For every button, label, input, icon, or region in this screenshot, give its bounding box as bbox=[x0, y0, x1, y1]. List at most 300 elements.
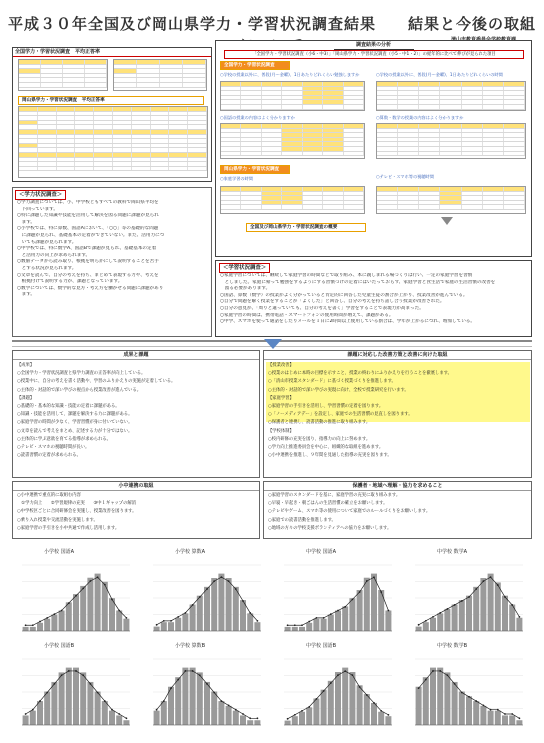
trend-point bbox=[54, 613, 56, 615]
academic-findings-text bbox=[17, 200, 209, 335]
community-line: ○テレビやゲーム、スマホ等の使用について家庭でのルールづくりをお願いします。 bbox=[268, 509, 431, 515]
bar bbox=[495, 711, 501, 725]
results-line: ○主体的・対話的で深い学びの視点から授業改善が進んでいる。 bbox=[17, 387, 142, 393]
bar bbox=[285, 721, 291, 725]
trend-point bbox=[32, 709, 34, 711]
status-line: ○家庭学習については、継続して家庭学習の時間などで取り組み、本に親しまれる場づくりは行い、一定の家庭学習を習慣 bbox=[220, 273, 473, 278]
community-line: ○家庭での読書活動を推進します。 bbox=[268, 517, 336, 523]
coop-title: 小中連携の取組 bbox=[13, 482, 259, 491]
bar bbox=[44, 619, 50, 631]
results-line: ○テレビ・スマホの視聴時間が長い。 bbox=[17, 445, 90, 451]
bar bbox=[233, 587, 239, 631]
trend-point bbox=[97, 692, 99, 694]
bar bbox=[473, 587, 479, 631]
bar bbox=[254, 622, 260, 631]
bar bbox=[313, 699, 319, 725]
chart-title: 中学校 国語B bbox=[306, 643, 337, 649]
bar bbox=[161, 701, 167, 725]
trend-point bbox=[468, 696, 470, 698]
trend-point bbox=[366, 694, 368, 696]
chart-title: 小学校 算数B bbox=[175, 643, 206, 649]
bar bbox=[102, 701, 108, 725]
trend-point bbox=[213, 692, 215, 694]
bar bbox=[37, 623, 43, 631]
bar bbox=[154, 711, 160, 725]
results-line: ○基礎的・基本的な知識・技能の定着に課題がある。 bbox=[17, 404, 120, 410]
improvement-line: 【家庭学習】 bbox=[268, 395, 294, 401]
results-line: 【課題】 bbox=[17, 395, 35, 401]
bar bbox=[23, 627, 29, 631]
trend-point bbox=[461, 692, 463, 694]
elem-middle-coop-panel bbox=[12, 481, 260, 539]
bar bbox=[423, 622, 429, 631]
bar bbox=[452, 682, 458, 725]
trend-point bbox=[454, 683, 456, 685]
bar bbox=[342, 606, 348, 631]
bar bbox=[357, 685, 363, 725]
chart-title: 中学校 国語A bbox=[306, 549, 337, 555]
trend-point bbox=[439, 612, 441, 614]
community-panel bbox=[263, 481, 532, 539]
bar bbox=[197, 672, 203, 725]
national-label: 全国学力・学習状況調査 bbox=[220, 61, 290, 70]
bar bbox=[321, 690, 327, 725]
trend-point bbox=[46, 617, 48, 619]
bar bbox=[430, 668, 436, 725]
improvement-text bbox=[268, 362, 528, 477]
status-line: ○国語、算数（数学）の授業がよく分かっていると肯定的に回答した児童生徒の割合が上がり、授業改善が進んでいる。 bbox=[220, 292, 468, 298]
bar bbox=[190, 668, 196, 725]
community-text bbox=[268, 492, 530, 538]
trend-point bbox=[249, 612, 251, 614]
histogram-chart bbox=[14, 557, 138, 639]
bar bbox=[480, 706, 486, 725]
bar bbox=[175, 677, 181, 725]
trend-point bbox=[235, 709, 237, 711]
finding-line: 下回っています。 bbox=[17, 206, 58, 212]
trend-point bbox=[301, 624, 303, 626]
bar bbox=[502, 715, 508, 725]
bar bbox=[30, 711, 36, 725]
bar bbox=[357, 590, 363, 631]
bar bbox=[306, 623, 312, 631]
bar bbox=[182, 613, 188, 631]
bar bbox=[240, 715, 246, 725]
improvement-panel bbox=[263, 350, 532, 478]
results-issues-title: 成果と課題 bbox=[13, 351, 259, 360]
national-elem-table bbox=[18, 59, 108, 91]
bar bbox=[495, 582, 501, 631]
trend-point bbox=[25, 624, 27, 626]
trend-point bbox=[126, 617, 128, 619]
trend-point bbox=[32, 624, 34, 626]
results-line: ○家庭学習の時間が少なく、学習習慣が身に付いていない。 bbox=[17, 420, 133, 426]
academic-findings-heading: ＜学力状況調査＞ bbox=[15, 190, 66, 200]
bar bbox=[385, 716, 391, 725]
bar bbox=[416, 627, 422, 631]
bar bbox=[385, 611, 391, 631]
results-line: ○知識・技能を活用して、課題を解決する力に課題がある。 bbox=[17, 412, 133, 418]
bar bbox=[459, 692, 465, 725]
bar bbox=[154, 627, 160, 631]
trend-point bbox=[185, 612, 187, 614]
bar bbox=[328, 681, 334, 725]
score-tables-title: 全国学力・学習状況調査 平均正答率 bbox=[13, 48, 211, 57]
coop-text bbox=[17, 492, 257, 538]
trend-point bbox=[337, 610, 339, 612]
trend-point bbox=[497, 709, 499, 711]
trend-point bbox=[308, 706, 310, 708]
chart-title: 小学校 国語A bbox=[44, 549, 75, 555]
bar bbox=[516, 720, 522, 725]
bar bbox=[226, 578, 232, 631]
bar bbox=[473, 701, 479, 725]
bar bbox=[59, 672, 65, 725]
status-line: 図る必要があります。 bbox=[220, 286, 271, 292]
histogram-chart bbox=[145, 557, 269, 639]
results-line: ○主体的に学ぶ意欲を育てる指導が求められる。 bbox=[17, 436, 111, 442]
histogram-chart bbox=[145, 651, 269, 733]
chart-title: 中学校 数学A bbox=[437, 549, 468, 555]
bar bbox=[51, 615, 57, 631]
trend-point bbox=[257, 717, 259, 719]
trend-point bbox=[163, 700, 165, 702]
trend-point bbox=[206, 588, 208, 590]
pref-note-left: ○家庭学習の時間 bbox=[220, 176, 253, 181]
chart-title: 小学校 国語B bbox=[44, 643, 75, 649]
trend-point bbox=[461, 600, 463, 602]
trend-point bbox=[177, 616, 179, 618]
trend-point bbox=[316, 617, 318, 619]
trend-point bbox=[199, 596, 201, 598]
trend-point bbox=[257, 620, 259, 622]
bar bbox=[175, 618, 181, 631]
trend-point bbox=[126, 717, 128, 719]
trend-point bbox=[242, 713, 244, 715]
trend-point bbox=[287, 718, 289, 720]
results-line: ○全国学力・学習状況調査と県学力調査の正答率が向上している。 bbox=[17, 371, 146, 377]
bar bbox=[116, 611, 122, 631]
finding-line: ○学力調査については、小、中学校ともすべての教科で岡山県平均を bbox=[17, 200, 159, 205]
trend-point bbox=[111, 709, 113, 711]
learning-status-heading: ＜学習状況調査＞ bbox=[219, 263, 270, 273]
bar bbox=[254, 720, 260, 725]
bar bbox=[95, 574, 101, 631]
coop-line: ○家庭学習の手引きを小中共通で作成し活用します。 bbox=[17, 525, 120, 531]
bar bbox=[66, 602, 72, 631]
learning-status-text bbox=[220, 273, 529, 336]
improvement-line: 【学校体制】 bbox=[268, 428, 294, 434]
results-issues-panel bbox=[12, 350, 260, 478]
bar bbox=[364, 578, 370, 631]
bar bbox=[51, 682, 57, 725]
histogram-chart bbox=[276, 557, 400, 639]
trend-point bbox=[90, 683, 92, 685]
trend-point bbox=[425, 620, 427, 622]
bar bbox=[247, 613, 253, 631]
trend-point bbox=[163, 620, 165, 622]
bar bbox=[321, 619, 327, 631]
trend-point bbox=[490, 709, 492, 711]
national-left-table bbox=[220, 81, 365, 111]
bar bbox=[66, 668, 72, 725]
improvement-line: 【授業改善】 bbox=[268, 363, 294, 368]
finding-line: ○中学校では、特に数学A、国語Bで課題が見られ、基礎基本の定着 bbox=[17, 246, 157, 252]
trend-point bbox=[221, 576, 223, 578]
bar bbox=[444, 609, 450, 631]
trend-point bbox=[432, 616, 434, 618]
trend-point bbox=[519, 616, 521, 618]
trend-point bbox=[228, 580, 230, 582]
national-note-right2: ○算数・数学の授業の内容はよく分かりますか bbox=[376, 115, 464, 120]
status-line: ○自分で問題を解く授業をすることが「よくした」と回答し、自分の考えを持ち話し合う授業が改善された。 bbox=[220, 299, 445, 305]
score-tables-panel bbox=[12, 47, 212, 182]
results-line: ○文章を読んで考えをまとめ、記述する力が十分ではない。 bbox=[17, 428, 133, 434]
bar bbox=[44, 692, 50, 725]
trend-point bbox=[308, 621, 310, 623]
finding-line: に課題が見られ、基礎基本の定着ができていない。また、活用力につ bbox=[17, 232, 165, 238]
national-right-table2 bbox=[376, 123, 526, 159]
trend-point bbox=[170, 687, 172, 689]
learning-status-panel bbox=[215, 260, 532, 337]
bar bbox=[502, 596, 508, 631]
trend-point bbox=[301, 710, 303, 712]
trend-point bbox=[439, 670, 441, 672]
trend-point bbox=[46, 692, 48, 694]
trend-point bbox=[344, 670, 346, 672]
bar bbox=[204, 682, 210, 725]
trend-point bbox=[118, 610, 120, 612]
status-line: ○家庭学習の時間は、携帯電話・スマートフォンの使用時間が増えて、課題がある。 bbox=[220, 312, 394, 318]
community-line: ○地域の方々の学校支援ボランティアへの協力をお願いします。 bbox=[268, 525, 392, 531]
trend-point bbox=[468, 596, 470, 598]
national-note-left: ○学校の授業以外に、普段(月～金曜)、1日あたりどれくらい勉強しますか bbox=[220, 72, 360, 77]
trend-point bbox=[75, 595, 77, 597]
improvement-line: ○家庭学習の手引きを活用し、学習習慣の定着を図ります。 bbox=[268, 404, 384, 410]
bar bbox=[59, 611, 65, 631]
improvement-line: ○学力向上推進委員会を中心に、組織的な取組を進めます。 bbox=[268, 445, 384, 451]
trend-point bbox=[373, 576, 375, 578]
bar bbox=[197, 596, 203, 631]
trend-point bbox=[68, 602, 70, 604]
bar bbox=[306, 707, 312, 725]
coop-line: ○中学校区ごとに合同研修会を実施し、授業改善を図ります。 bbox=[17, 509, 137, 515]
bar bbox=[182, 668, 188, 725]
pref-label: 岡山県学力・学習状況調査 bbox=[220, 165, 290, 174]
trend-point bbox=[447, 674, 449, 676]
bar bbox=[452, 605, 458, 631]
trend-point bbox=[447, 608, 449, 610]
bar bbox=[349, 672, 355, 725]
bar bbox=[73, 668, 79, 725]
bar bbox=[73, 594, 79, 631]
trend-point bbox=[330, 682, 332, 684]
trend-point bbox=[418, 624, 420, 626]
trend-point bbox=[25, 713, 27, 715]
trend-point bbox=[228, 704, 230, 706]
bar bbox=[218, 574, 224, 631]
status-line: ○中学、スマホを使って通話をしたりメールを１日に2時間以上使用している割合は、学年が上がるにつれ、増加している。 bbox=[220, 319, 475, 325]
improvement-line: ○小中連携を推進し、９年間を見通した指導の充実を図ります。 bbox=[268, 453, 392, 459]
trend-point bbox=[425, 679, 427, 681]
coop-line: ○乗り入れ授業や交流活動を実施します。 bbox=[17, 517, 98, 523]
bar bbox=[233, 711, 239, 725]
bar bbox=[328, 615, 334, 631]
trend-point bbox=[39, 700, 41, 702]
bar bbox=[378, 590, 384, 631]
trend-point bbox=[287, 624, 289, 626]
bar bbox=[123, 720, 129, 725]
trend-point bbox=[206, 683, 208, 685]
bar bbox=[80, 586, 86, 631]
trend-point bbox=[294, 714, 296, 716]
trend-point bbox=[249, 717, 251, 719]
finding-line: いても課題が見られます。 bbox=[17, 239, 77, 245]
trend-point bbox=[61, 674, 63, 676]
bar bbox=[95, 692, 101, 725]
bar bbox=[342, 668, 348, 725]
national-left-table2 bbox=[220, 123, 365, 159]
finding-line: ○文章を読んで、自分の考えを持ち、まとめて表現する力や、考えを bbox=[17, 272, 159, 278]
bar bbox=[190, 605, 196, 631]
bar bbox=[87, 682, 93, 725]
academic-findings-panel bbox=[12, 187, 212, 337]
bar bbox=[109, 711, 115, 725]
trend-point bbox=[497, 584, 499, 586]
community-line: ○家庭学習のスタンダードを基に、家庭学習の充実に取り組みます。 bbox=[268, 493, 401, 498]
trend-point bbox=[483, 580, 485, 582]
trend-point bbox=[61, 610, 63, 612]
bar bbox=[87, 578, 93, 631]
status-line: ○自分の意見が、「周りと違っていても、自分の考えを書く」学習をすることで表現力が高まった。 bbox=[220, 305, 424, 311]
trend-point bbox=[294, 624, 296, 626]
bar bbox=[459, 600, 465, 631]
bar bbox=[335, 672, 341, 725]
bar bbox=[437, 613, 443, 631]
trend-point bbox=[359, 591, 361, 593]
trend-point bbox=[323, 617, 325, 619]
improvement-line: ○授業のはじめに本時の目標を示すこと、授業の終わりにふりかえりを行うことを徹底します。 bbox=[268, 371, 452, 377]
trend-point bbox=[242, 600, 244, 602]
national-note-right: ○学校の授業以外に、普段(月～金曜)、1日あたりどれくらいの時間 bbox=[376, 72, 503, 77]
trend-point bbox=[39, 621, 41, 623]
histogram-chart bbox=[407, 557, 531, 639]
trend-point bbox=[344, 606, 346, 608]
trend-point bbox=[177, 679, 179, 681]
overview-label: 全国及び岡山県学力・学習状況調査の概要 bbox=[246, 223, 366, 232]
trend-point bbox=[68, 670, 70, 672]
trend-point bbox=[90, 580, 92, 582]
analysis-title: 調査結果の分析 bbox=[334, 41, 414, 50]
finding-line: 根拠付けて説明する力が、課題となっています。 bbox=[17, 279, 123, 285]
trend-point bbox=[511, 713, 513, 715]
bar bbox=[349, 598, 355, 631]
finding-line: と活用力の向上が求められます。 bbox=[17, 252, 91, 258]
pref-left-table bbox=[220, 186, 365, 214]
pref-score-table bbox=[18, 106, 208, 178]
page-title: 平成３０年全国及び岡山県学力・学習状況調査結果 結果と今後の取組 bbox=[7, 15, 536, 33]
results-issues-text bbox=[17, 362, 257, 477]
finding-line: ○小学校では、特に算数、国語Aにおいて、「○○」等の基礎的な問題 bbox=[17, 226, 159, 232]
down-arrow-icon bbox=[441, 217, 453, 225]
chart-title: 中学校 数学B bbox=[437, 643, 468, 649]
bar bbox=[211, 692, 217, 725]
trend-point bbox=[418, 687, 420, 689]
bar bbox=[378, 712, 384, 725]
bar bbox=[123, 619, 129, 631]
finding-line: ○数学については、数学的な見方・考え方を働かせる問題に課題があり bbox=[17, 285, 164, 291]
bar bbox=[430, 618, 436, 631]
bar bbox=[168, 622, 174, 631]
improvement-line: ○校内研修の充実を図り、指導力の向上に努めます。 bbox=[268, 436, 371, 442]
improvement-line: ○保護者と連携し、読書活動の推進に取り組みます。 bbox=[268, 420, 371, 426]
bar bbox=[247, 720, 253, 725]
chart-title: 小学校 算数A bbox=[175, 549, 206, 555]
analysis-panel bbox=[215, 40, 532, 257]
trend-point bbox=[388, 714, 390, 716]
trend-point bbox=[118, 713, 120, 715]
bar bbox=[313, 619, 319, 631]
pref-right-table bbox=[376, 186, 526, 214]
trend-point bbox=[104, 584, 106, 586]
trend-point bbox=[185, 670, 187, 672]
trend-point bbox=[388, 610, 390, 612]
trend-point bbox=[192, 670, 194, 672]
finding-line: とする状況が見られます。 bbox=[17, 265, 77, 271]
bar bbox=[480, 578, 486, 631]
pref-note-right: ○テレビ・スマホ等の視聴時間 bbox=[376, 174, 434, 179]
bar bbox=[116, 715, 122, 725]
bar bbox=[423, 677, 429, 725]
trend-point bbox=[504, 713, 506, 715]
trend-point bbox=[104, 700, 106, 702]
bar bbox=[488, 574, 494, 631]
histogram-chart bbox=[14, 651, 138, 733]
trend-point bbox=[475, 588, 477, 590]
divider-arrow-icon bbox=[264, 339, 282, 349]
trend-point bbox=[213, 580, 215, 582]
trend-point bbox=[156, 709, 158, 711]
trend-point bbox=[359, 686, 361, 688]
trend-point bbox=[490, 576, 492, 578]
results-line: ○読書習慣の定着が求められる。 bbox=[17, 453, 81, 459]
coop-line: ○小中連携で重点的に取組む内容 bbox=[17, 493, 81, 498]
community-title: 保護者・地域へ理解・協力を求めること bbox=[264, 482, 531, 491]
improvement-line: ○「ノーメディアデー」を設定し、家庭での生活習慣の見直しを図ります。 bbox=[268, 412, 413, 418]
bar bbox=[416, 687, 422, 725]
trend-point bbox=[504, 596, 506, 598]
finding-line: ます。 bbox=[17, 219, 36, 225]
bar bbox=[437, 668, 443, 725]
trend-point bbox=[432, 670, 434, 672]
bar bbox=[516, 618, 522, 631]
histogram-chart bbox=[276, 651, 400, 733]
trend-point bbox=[199, 674, 201, 676]
bar bbox=[23, 715, 29, 725]
finding-line: ○特に課題した知識や技能を活用して解決を図る問題に課題が見られ bbox=[17, 213, 159, 219]
trend-point bbox=[352, 674, 354, 676]
trend-point bbox=[170, 620, 172, 622]
results-line: 【成果】 bbox=[17, 363, 35, 368]
bar bbox=[80, 672, 86, 725]
histogram-chart bbox=[407, 651, 531, 733]
trend-point bbox=[323, 690, 325, 692]
trend-point bbox=[483, 704, 485, 706]
analysis-subtitle: 「全国学力・学習状況調査（小6・中3）」「岡山県学力・学習状況調査（小5・中1・2）」の経年的に比べて伸びが見られた項目 bbox=[224, 50, 524, 59]
trend-point bbox=[97, 576, 99, 578]
improvement-line: ○「清山市授業スタンダード」に基づく授業づくりを推進します。 bbox=[268, 379, 396, 385]
bar bbox=[226, 706, 232, 725]
